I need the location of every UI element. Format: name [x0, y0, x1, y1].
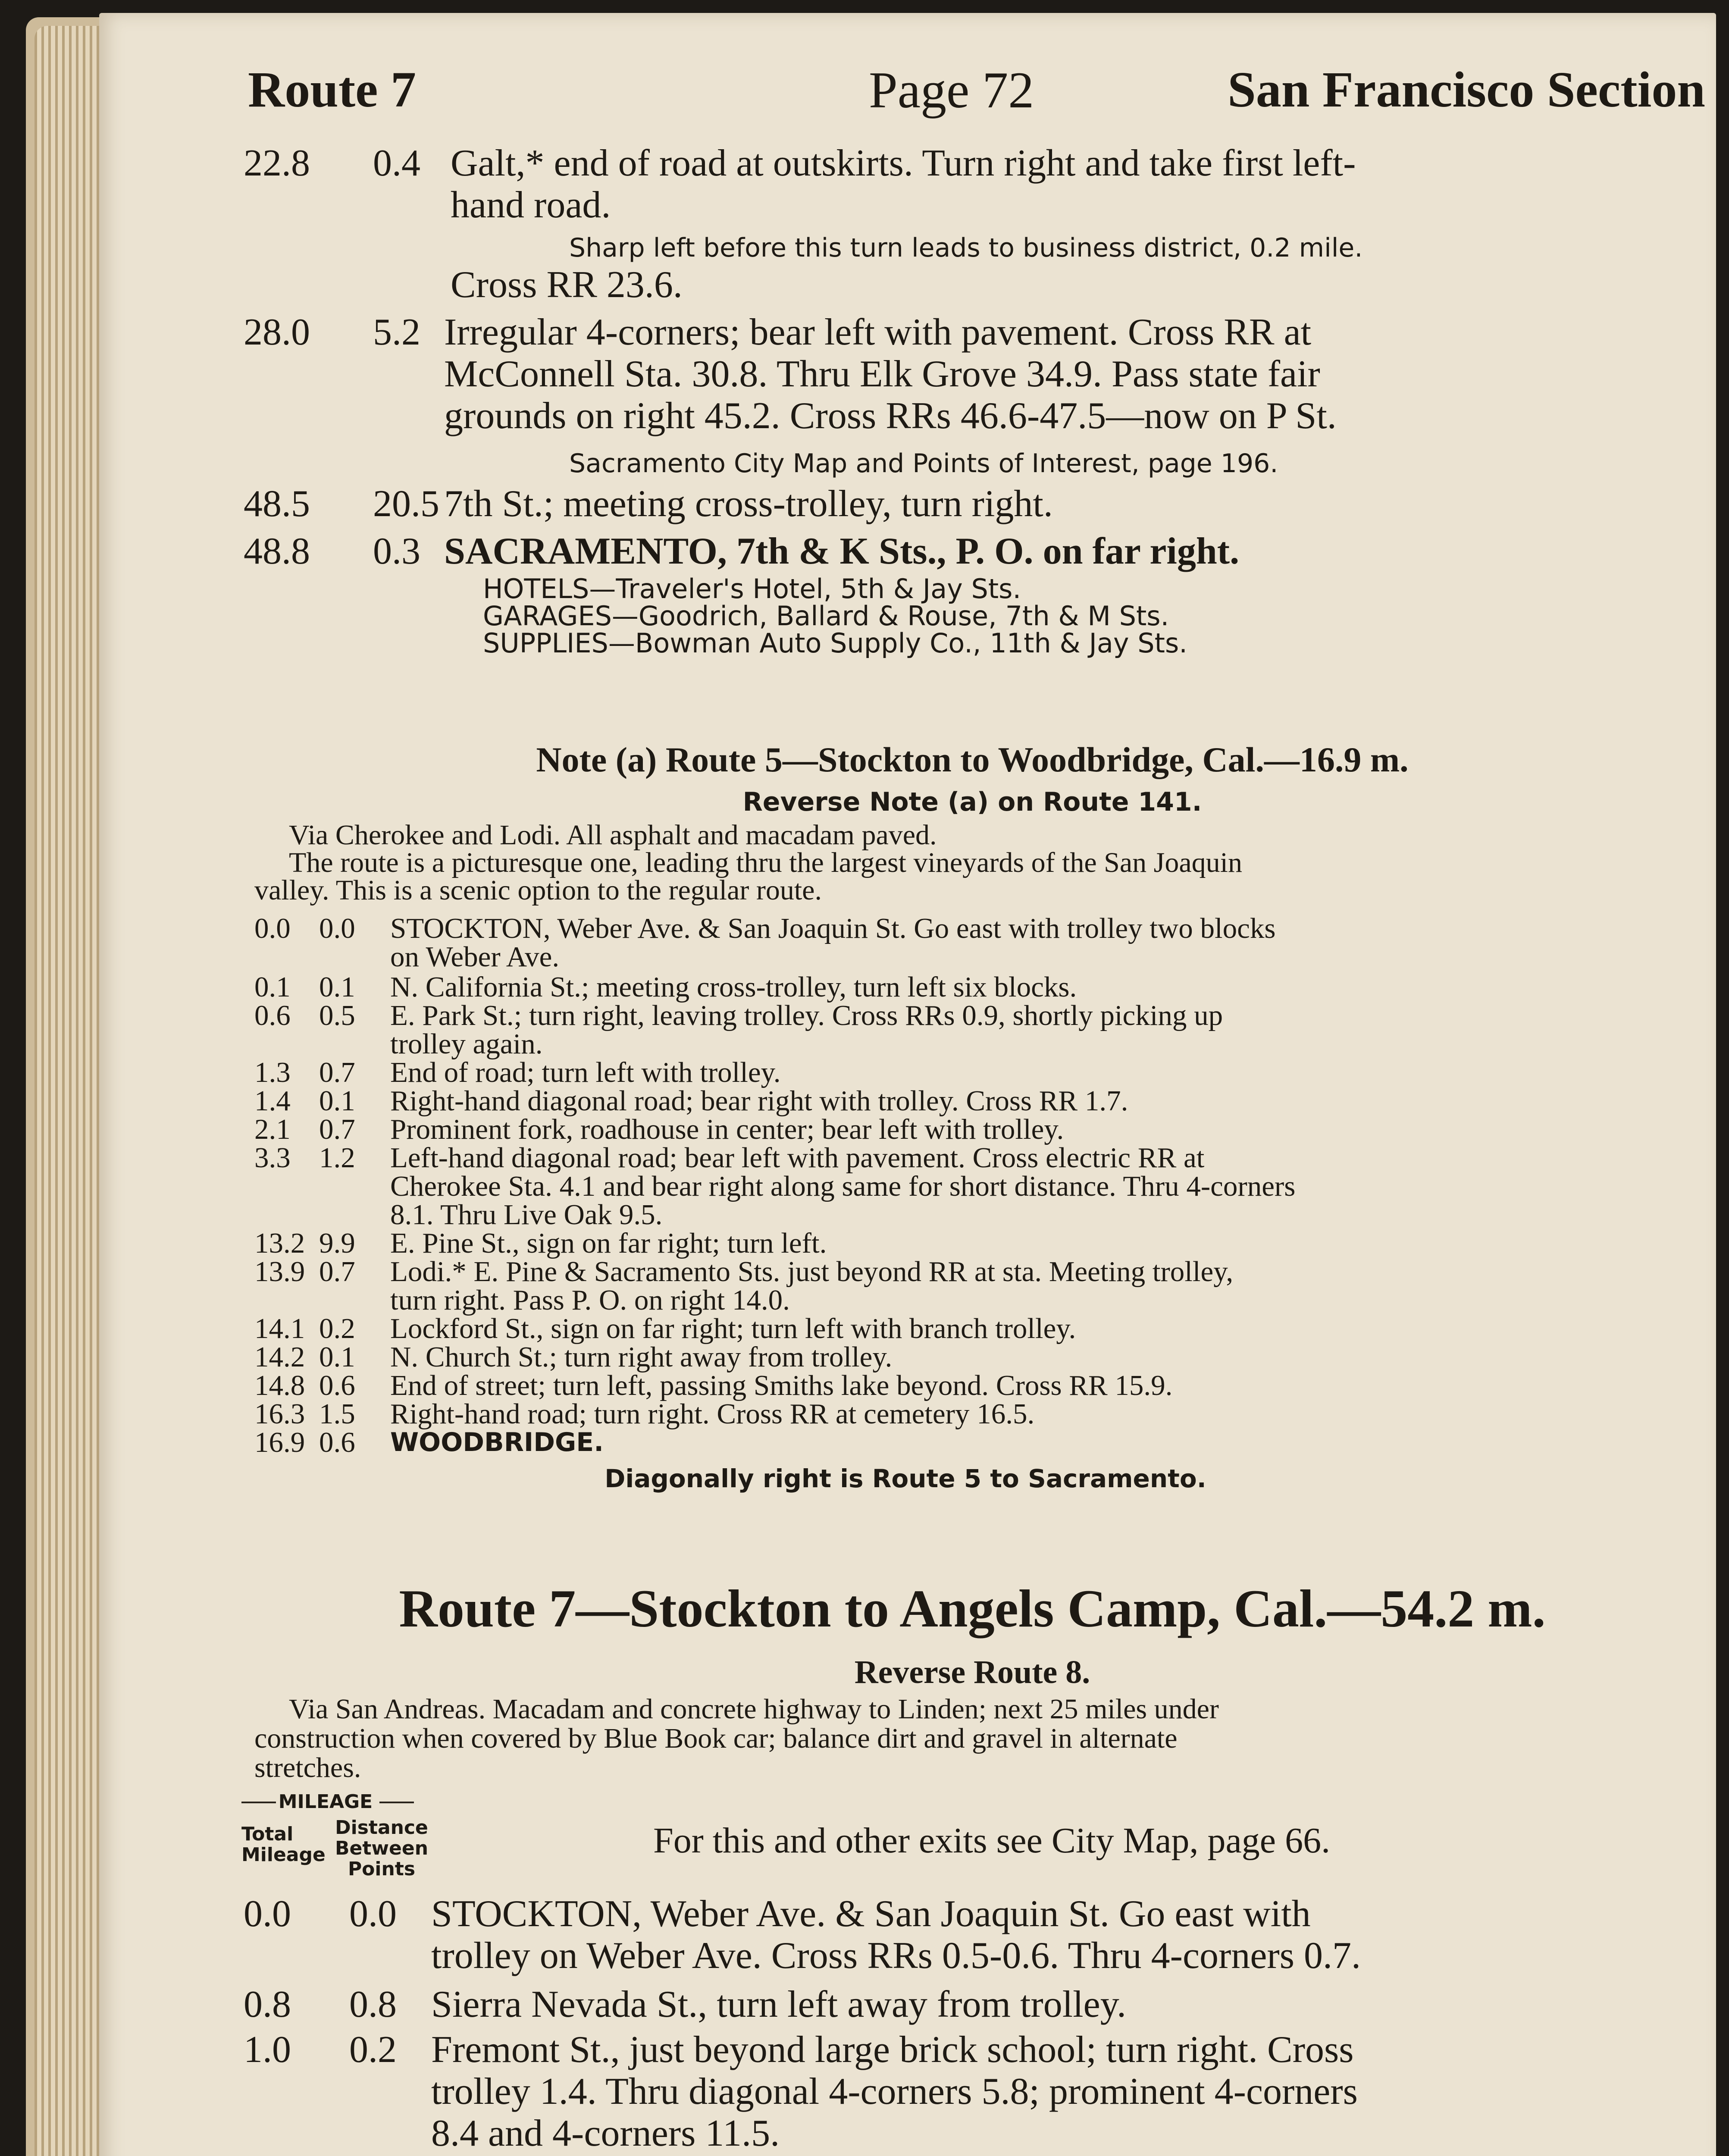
direction-text: End of street; turn left, passing Smiths lake beyond. Cross RR 15.9.	[390, 1369, 1173, 1401]
direction-text: N. California St.; meeting cross-trolley, turn left six blocks.	[390, 971, 1077, 1003]
total-mileage: 1.3	[254, 1056, 291, 1088]
direction-row	[244, 530, 1701, 573]
mileage-label: MILEAGE	[278, 1791, 373, 1813]
hotels-listing: HOTELS—Traveler's Hotel, 5th & Jay Sts.	[483, 573, 1021, 605]
distance: 0.7	[319, 1056, 355, 1088]
line: STOCKTON, Weber Ave. & San Joaquin St. Go east with	[431, 1893, 1311, 1935]
line: STOCKTON, Weber Ave. & San Joaquin St. Go east with trolley two blocks	[390, 912, 1276, 944]
distance: 0.7	[319, 1113, 355, 1145]
distance: 0.1	[319, 971, 355, 1003]
direction-text	[431, 1893, 1701, 1977]
route-7-row	[244, 1984, 1701, 2027]
line: grounds on right 45.2. Cross RRs 46.6-47.5—now on P St.	[444, 395, 1337, 437]
distance: 0.5	[319, 1000, 355, 1031]
note-a-title: Note (a) Route 5—Stockton to Woodbridge, Cal.—16.9 m.	[536, 740, 1409, 779]
direction-row	[244, 311, 1701, 441]
direction-text: Right-hand road; turn right. Cross RR at cemetery 16.5.	[390, 1398, 1035, 1430]
route-7-row	[244, 2029, 1701, 2156]
note-a-reverse: Reverse Note (a) on Route 141.	[742, 787, 1202, 817]
total-mileage: 1.4	[254, 1085, 291, 1117]
distance: 0.8	[349, 1984, 397, 2025]
supplies-listing: SUPPLIES—Bowman Auto Supply Co., 11th & Jay Sts.	[483, 627, 1187, 659]
head-page-number: Page 72	[869, 61, 1034, 119]
direction-row	[244, 483, 1701, 526]
direction-text: 7th St.; meeting cross-trolley, turn right.	[444, 483, 1053, 525]
total-mileage: 48.8	[244, 530, 310, 572]
direction-text	[390, 1257, 1695, 1314]
direction-text: WOODBRIDGE.	[390, 1427, 604, 1457]
route-7-reverse: Reverse Route 8.	[854, 1654, 1090, 1690]
line: Galt,* end of road at outskirts. Turn right and take first left-	[451, 142, 1356, 184]
direction-text: SACRAMENTO, 7th & K Sts., P. O. on far right.	[444, 530, 1240, 572]
direction-text: Right-hand diagonal road; bear right with trolley. Cross RR 1.7.	[390, 1085, 1128, 1117]
sacramento-map-note: Sacramento City Map and Points of Interest, page 196.	[569, 448, 1278, 479]
garages-listing: GARAGES—Goodrich, Ballard & Rouse, 7th & M Sts.	[483, 600, 1169, 632]
head-route: Route 7	[248, 61, 417, 118]
direction-text: Sierra Nevada St., turn left away from trolley.	[431, 1984, 1126, 2025]
line: Fremont St., just beyond large brick school; turn right. Cross	[431, 2029, 1354, 2071]
note-a-intro	[254, 821, 1695, 904]
line: trolley again.	[390, 1028, 543, 1060]
head-section: San Francisco Section	[1228, 61, 1705, 118]
intro-line: stretches.	[254, 1752, 361, 1783]
direction-text	[390, 914, 1695, 971]
total-mileage: 28.0	[244, 311, 310, 353]
intro-line: construction when covered by Blue Book car; balance dirt and gravel in alternate	[254, 1723, 1178, 1754]
total-mileage: 13.2	[254, 1227, 305, 1259]
direction-text: N. Church St.; turn right away from trolley.	[390, 1341, 893, 1373]
total-mileage: 16.9	[254, 1426, 305, 1458]
distance: 0.6	[319, 1369, 355, 1401]
distance: 0.0	[319, 912, 355, 944]
line: on Weber Ave.	[390, 941, 560, 973]
total-mileage: 0.6	[254, 1000, 291, 1031]
distance-header: Distance Between Points	[335, 1817, 429, 1880]
distance: 0.2	[349, 2029, 397, 2071]
galt-note: Sharp left before this turn leads to business district, 0.2 mile.	[569, 233, 1363, 263]
total-mileage-header: Total Mileage	[241, 1823, 326, 1866]
intro-line: valley. This is a scenic option to the regular route.	[254, 874, 822, 906]
distance: 0.4	[373, 142, 420, 184]
distance: 1.2	[319, 1142, 355, 1174]
distance: 9.9	[319, 1227, 355, 1259]
distance: 0.1	[319, 1341, 355, 1373]
distance: 0.2	[319, 1313, 355, 1344]
intro-line: Via San Andreas. Macadam and concrete highway to Linden; next 25 miles under	[289, 1693, 1219, 1725]
distance: 5.2	[373, 311, 420, 353]
direction-text: Prominent fork, roadhouse in center; bear left with trolley.	[390, 1113, 1064, 1145]
direction-text: Lockford St., sign on far right; turn left with branch trolley.	[390, 1313, 1076, 1344]
line: Lodi.* E. Pine & Sacramento Sts. just beyond RR at sta. Meeting trolley,	[390, 1256, 1234, 1288]
direction-text: End of road; turn left with trolley.	[390, 1056, 781, 1088]
distance: 0.6	[319, 1426, 355, 1458]
mileage-rule-right	[379, 1802, 414, 1803]
line: E. Park St.; turn right, leaving trolley. Cross RRs 0.9, shortly picking up	[390, 1000, 1223, 1031]
route-7-intro	[254, 1695, 1690, 1783]
direction-text: E. Pine St., sign on far right; turn left.	[390, 1227, 827, 1259]
line: Cherokee Sta. 4.1 and bear right along same for short distance. Thru 4-corners	[390, 1170, 1296, 1202]
total-mileage: 2.1	[254, 1113, 291, 1145]
total-mileage: 14.1	[254, 1313, 305, 1344]
route-7-title: Route 7—Stockton to Angels Camp, Cal.—54.2 m.	[399, 1579, 1546, 1638]
note-a-footer: Diagonally right is Route 5 to Sacramento.	[605, 1464, 1206, 1493]
total-mileage: 16.3	[254, 1398, 305, 1430]
direction-text	[390, 1144, 1695, 1229]
total-mileage: 0.1	[254, 971, 291, 1003]
direction-text	[390, 1001, 1695, 1058]
city-map-reference: For this and other exits see City Map, page 66.	[653, 1821, 1331, 1861]
line: 8.4 and 4-corners 11.5.	[431, 2112, 780, 2154]
line: turn right. Pass P. O. on right 14.0.	[390, 1284, 790, 1316]
line: hand road.	[451, 184, 611, 226]
line: McConnell Sta. 30.8. Thru Elk Grove 34.9. Pass state fair	[444, 353, 1320, 395]
running-head	[248, 60, 1705, 134]
direction-text	[431, 2029, 1701, 2154]
total-mileage: 3.3	[254, 1142, 291, 1174]
line: Left-hand diagonal road; bear left with pavement. Cross electric RR at	[390, 1142, 1205, 1174]
distance: 0.7	[319, 1256, 355, 1288]
line: trolley on Weber Ave. Cross RRs 0.5-0.6. Thru 4-corners 0.7.	[431, 1935, 1361, 1977]
intro-line: Via Cherokee and Lodi. All asphalt and macadam paved.	[289, 819, 937, 851]
direction-row	[244, 142, 1701, 229]
line: Irregular 4-corners; bear left with pavement. Cross RR at	[444, 311, 1312, 353]
direction-text	[451, 142, 1701, 226]
total-mileage: 0.8	[244, 1984, 291, 2025]
direction-text	[444, 311, 1701, 437]
total-mileage: 14.8	[254, 1369, 305, 1401]
total-mileage: 48.5	[244, 483, 310, 525]
distance: 0.0	[349, 1893, 397, 1935]
route-7-row	[244, 1893, 1701, 1979]
distance: 20.5	[373, 483, 439, 525]
total-mileage: 1.0	[244, 2029, 291, 2071]
mileage-rule-left	[241, 1802, 276, 1803]
distance: 0.1	[319, 1085, 355, 1117]
intro-line: The route is a picturesque one, leading thru the largest vineyards of the San Joaquin	[289, 847, 1242, 878]
line: trolley 1.4. Thru diagonal 4-corners 5.8; prominent 4-corners	[431, 2071, 1358, 2112]
distance: 0.3	[373, 530, 420, 572]
total-mileage: 13.9	[254, 1256, 305, 1288]
distance: 1.5	[319, 1398, 355, 1430]
total-mileage: 0.0	[244, 1893, 291, 1935]
total-mileage: 22.8	[244, 142, 310, 184]
total-mileage: 14.2	[254, 1341, 305, 1373]
total-mileage: 0.0	[254, 912, 291, 944]
line: 8.1. Thru Live Oak 9.5.	[390, 1199, 663, 1231]
cross-rr-line: Cross RR 23.6.	[451, 264, 683, 306]
